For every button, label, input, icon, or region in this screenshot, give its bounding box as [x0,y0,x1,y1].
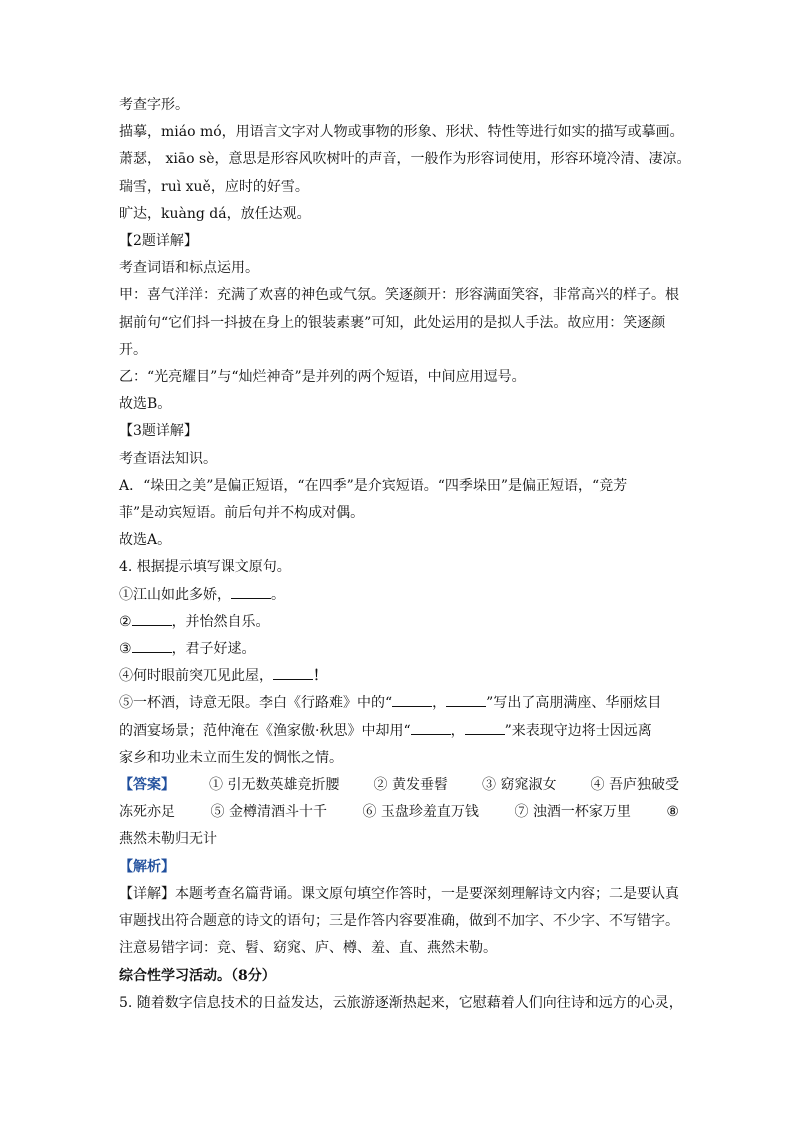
text-line: 描摹，miáo mó，用语言文字对人物或事物的形象、形状、特性等进行如实的描写或摹画。 [119,124,684,141]
question-item-5-cont [119,718,679,745]
answer-blank [465,720,505,735]
text-line: 萧瑟， xiāo sè，意思是形容风吹树叶的声音，一般作为形容词使用，形容环境冷清、凄凉。 [119,151,691,168]
answer-blank [392,692,432,707]
text-line: 考查词语和标点运用。 [119,260,259,277]
analysis-heading [119,854,679,881]
section-title: 综合性学习活动。（8分） [119,967,276,984]
section-heading-3: 【3题详解】 [119,423,198,440]
text-line: 乙：“光亮耀目”与“灿烂神奇”是并列的两个短语，中间应用逗号。 [119,369,526,386]
answer-tag: 【答案】 [119,777,175,794]
text-line: 故选A。 [119,532,172,549]
text-line: 开。 [119,341,147,358]
answer-item: ③ 窈窕淑女 [482,777,557,794]
answer-item: ② 黄发垂髫 [373,777,448,794]
answer-blank [231,584,271,599]
question-item-4 [119,663,679,690]
detail-tag: 【详解】 [119,885,175,902]
question-text: ， [450,722,465,739]
question-text: ”写出了高朋满座、华丽炫目 [486,695,662,712]
question-item-2 [119,609,679,636]
answer-blank [446,692,486,707]
answer-item: ⑥ 玉盘珍羞直万钱 [362,804,479,821]
question-5-text: 5. 随着数字信息技术的日益发达，云旅游逐渐热起来，它慰藉着人们向往诗和远方的心灵， [119,994,683,1011]
answer-row-1 [119,772,679,799]
answer-item: ⑤ 金樽清酒斗十千 [210,804,327,821]
detail-line [119,881,679,908]
text-line: 瑞雪，ruì xuě，应时的好雪。 [119,178,309,195]
question-item-1 [119,582,679,609]
question-text: ③ [119,641,132,658]
question-text: ①江山如此多娇， [119,586,231,603]
text-line: 旷达，kuàng dá，放任达观。 [119,205,311,222]
question-4-title: 4. 根据提示填写课文原句。 [119,559,291,576]
text-line: 审题找出符合题意的诗文的语句；三是作答内容要准确，做到不加字、不少字、不写错字。 [119,913,679,930]
text-line: A．“垛田之美”是偏正短语，“在四季”是介宾短语。“四季垛田”是偏正短语，“竞芳 [119,477,628,494]
answer-item: ⑦ 浊酒一杯家万里 [514,804,631,821]
question-item-3 [119,636,679,663]
section-heading-2: 【2题详解】 [119,233,198,250]
question-text: ，并怡然自乐。 [171,613,270,630]
answer-blank [132,611,172,626]
document-page [119,92,691,1017]
answer-item: ⑧ [666,804,679,821]
question-text: ！ [313,668,327,685]
answer-blank [273,665,313,680]
text-line: 注意易错字词：竞、髫、窈窕、庐、樽、羞、直、燕然未勒。 [119,940,497,957]
detail-text: 本题考查名篇背诵。课文原句填空作答时，一是要深刻理解诗文内容；二是要认真 [175,885,679,902]
answer-row-2 [119,799,679,826]
text-line: 考查语法知识。 [119,450,217,467]
answer-item: ① 引无数英雄竞折腰 [209,777,340,794]
answer-item: 冻死亦足 [119,804,175,821]
text-line: 考查字形。 [119,97,189,113]
answer-blank [132,638,172,653]
text-line: 甲：喜气洋洋：充满了欢喜的神色或气氛。笑逐颜开：形容满面笑容，非常高兴的样子。根 [119,287,679,304]
question-text: ， [432,695,447,712]
answer-item: ④ 吾庐独破受 [590,777,679,794]
question-text: 的酒宴场景；范仲淹在《渔家傲·秋思》中却用“ [119,722,411,739]
question-text: ④何时眼前突兀见此屋， [119,668,273,685]
answer-item: 燕然未勒归无计 [119,831,217,848]
text-line: 家乡和功业未立而生发的惆怅之情。 [119,749,343,766]
question-text: ⑤一杯酒，诗意无限。李白《行路难》中的“ [119,695,393,712]
text-line: 菲”是动宾短语。前后句并不构成对偶。 [119,505,365,522]
text-line: 故选B。 [119,396,172,413]
text-line: 据前句“它们抖一抖披在身上的银装素裹”可知，此处运用的是拟人手法。故应用：笑逐颜 [119,314,666,331]
question-text: ”来表现守边将士因远离 [504,722,652,739]
question-text: ② [119,613,132,630]
question-item-5 [119,690,679,717]
analysis-tag: 【解析】 [119,858,175,875]
answer-blank [411,720,451,735]
question-text: 。 [271,586,285,603]
question-text: ，君子好逑。 [171,641,256,658]
